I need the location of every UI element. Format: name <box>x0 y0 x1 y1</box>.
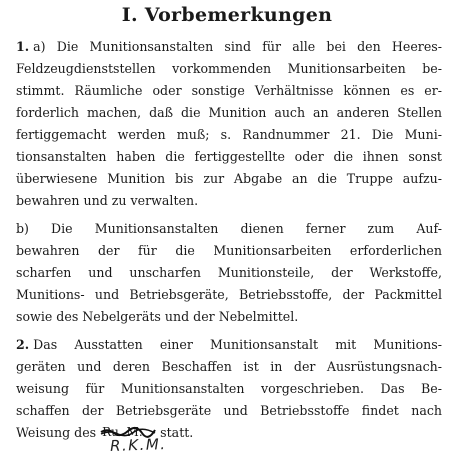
paragraph-2-line-2: geräten und deren Beschaffen ist in der Ausrüstungsnach- <box>16 359 442 374</box>
paragraph-2-line-1-text: Das Ausstatten einer Munitionsanstalt mit Munitions- <box>33 337 442 352</box>
paragraph-2-line-5-before: Weisung des <box>16 425 97 440</box>
paragraph-number-1: 1. <box>16 39 30 54</box>
struck-out-label: Ru. M. <box>102 425 143 439</box>
paragraph-1b-line-3: scharfen und unscharfen Munitionsteile, der Werkstoffe, <box>16 265 442 280</box>
paragraph-1b-line-1: b) Die Munitionsanstalten dienen ferner zum Auf- <box>16 221 442 236</box>
paragraph-2-line-1 <box>16 334 442 356</box>
paragraph-2-line-5 <box>16 422 442 444</box>
paragraph-1-line-2: Feldzeugdienststellen vorkommenden Munitionsarbeiten be- <box>16 61 442 76</box>
paragraph-1b-line-2: bewahren der für die Munitionsarbeiten erforderlichen <box>16 243 442 258</box>
paragraph-1-line-1-text: a) Die Munitionsanstalten sind für alle bei den Heeres- <box>33 39 442 54</box>
paragraph-2-line-5-after: statt. <box>160 425 194 440</box>
section-heading: I. Vorbemerkungen <box>121 4 333 26</box>
paragraph-number-2: 2. <box>16 337 30 352</box>
paragraph-1b-line-5: sowie des Nebelgeräts und der Nebelmittel. <box>16 309 299 324</box>
paragraph-1-line-8: bewahren und zu verwalten. <box>16 193 199 208</box>
paragraph-1b-line-4: Munitions- und Betriebsgeräte, Betriebsstoffe, der Packmittel <box>16 287 442 302</box>
handwritten-correction: R.K.M. <box>109 435 167 455</box>
paragraph-1-line-1 <box>16 36 442 58</box>
paragraph-1-line-3: stimmt. Räumliche oder sonstige Verhältnisse können es er- <box>16 83 442 98</box>
paragraph-1-line-5: fertiggemacht werden muß; s. Randnummer 21. Die Muni- <box>16 127 442 142</box>
paragraph-2-line-4: schaffen der Betriebsgeräte und Betriebsstoffe findet nach <box>16 403 442 418</box>
paragraph-1-line-4: forderlich machen, daß die Munition auch an anderen Stellen <box>16 105 442 120</box>
paragraph-1-line-6: tionsanstalten haben die fertiggestellte oder die ihnen sonst <box>16 149 442 164</box>
paragraph-1-line-7: überwiesene Munition bis zur Abgabe an die Truppe aufzu- <box>16 171 442 186</box>
paragraph-2-line-3: weisung für Munitionsanstalten vorgeschrieben. Das Be- <box>16 381 442 396</box>
